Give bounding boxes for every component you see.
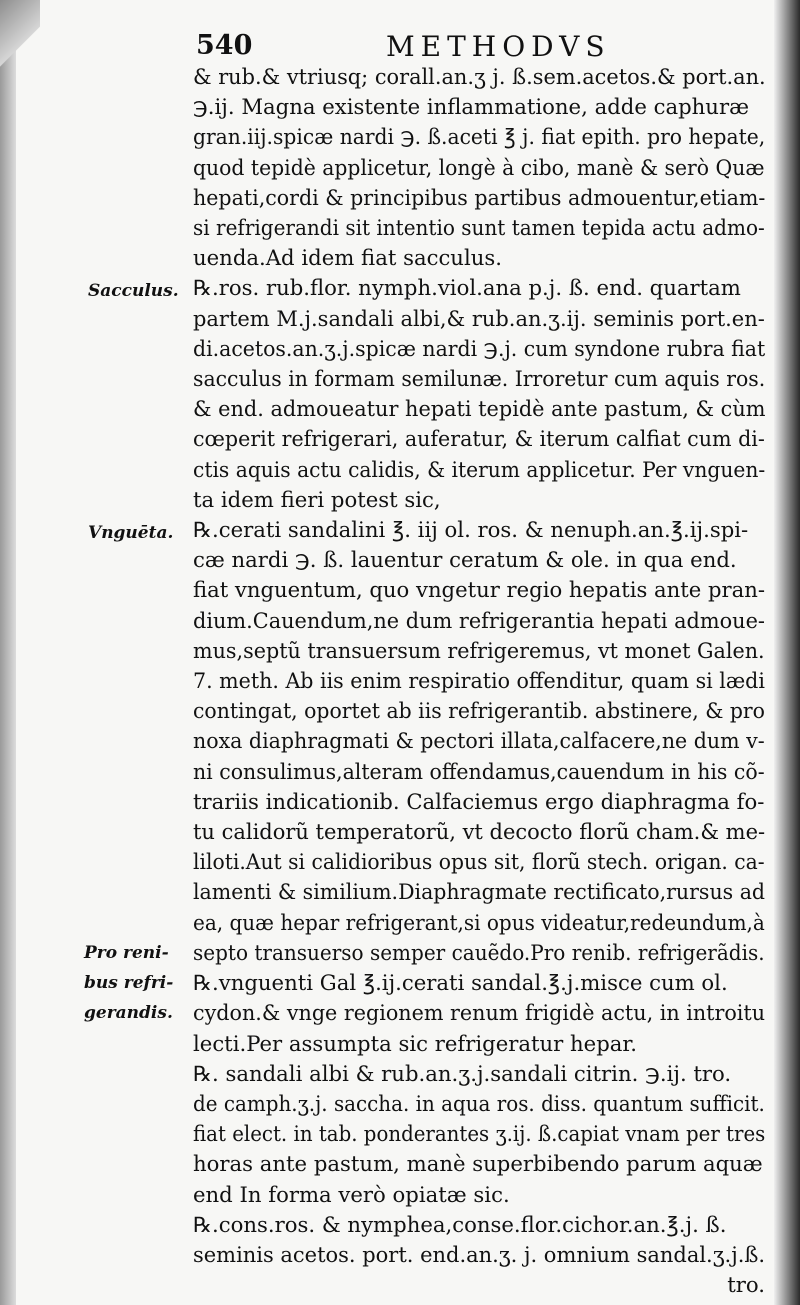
text-line: ℞.cons.ros. & nymphea,conse.flor.cichor.an.℥.j. ß.	[193, 1211, 727, 1237]
text-line: & end. admoueatur hepati tepidè ante pastum, & cùm	[193, 396, 766, 422]
text-line: ta idem fieri potest sic,	[193, 486, 441, 512]
text-line: ea, quæ hepar refrigerant,si opus videatur,redeundum,à	[193, 909, 765, 935]
text-line: tu calidorũ temperatorũ, vt decocto florũ cham.& me-	[193, 819, 766, 845]
text-line: cœperit refrigerari, auferatur, & iterum calfiat cum di-	[193, 426, 765, 452]
text-line: sacculus in formam semilunæ. Irroretur cum aquis ros.	[193, 366, 766, 392]
text-line: noxa diaphragmati & pectori illata,calfacere,ne dum v-	[193, 728, 765, 754]
text-line: di.acetos.an.ʒ.j.spicæ nardi ℈.j. cum syndone rubra fiat	[193, 335, 766, 361]
text-line: contingat, oportet ab iis refrigerantib. abstinere, & pro	[193, 698, 765, 724]
text-line: 7. meth. Ab iis enim respiratio offenditur, quam si lædi	[193, 668, 765, 694]
text-line: si refrigerandi sit intentio sunt tamen tepida actu admo-	[193, 215, 765, 241]
text-line: gran.iij.spicæ nardi ℈. ß.aceti ℥ j. fiat epith. pro hepate,	[193, 124, 766, 150]
text-line: uenda.Ad idem fiat sacculus.	[193, 245, 502, 271]
text-line: ℞.vnguenti Gal ℥.ij.cerati sandal.℥.j.misce cum ol.	[193, 970, 728, 996]
margin-note-unguenta: Vnguēta.	[88, 523, 174, 543]
text-line: dium.Cauendum,ne dum refrigerantia hepati admoue-	[193, 607, 765, 633]
text-line: seminis acetos. port. end.an.ʒ. j. omnium sandal.ʒ.j.ß.	[193, 1241, 766, 1267]
text-line: partem M.j.sandali albi,& rub.an.ʒ.ij. seminis port.en-	[193, 305, 765, 331]
margin-note-renibus	[84, 938, 173, 1028]
text-line: ctis aquis actu calidis, & iterum applicetur. Per vnguen-	[193, 456, 766, 482]
text-line: mus,septũ transuersum refrigeremus, vt monet Galen.	[193, 637, 765, 663]
text-line: trariis indicationib. Calfaciemus ergo diaphragma fo-	[193, 788, 765, 814]
text-line: & rub.& vtriusq; corall.an.ʒ j. ß.sem.acetos.& port.an.	[193, 64, 766, 89]
page-binding-shadow	[0, 0, 16, 1305]
page-number: 540	[196, 30, 253, 61]
text-line: cæ nardi ℈. ß. lauentur ceratum & ole. in qua end.	[193, 547, 737, 573]
margin-note-sacculus: Sacculus.	[88, 281, 179, 301]
text-line: de camph.ʒ.j. saccha. in aqua ros. diss. quantum sufficit.	[193, 1090, 765, 1116]
margin-note-line: Pro reni-	[84, 943, 169, 963]
margin-note-line: gerandis.	[84, 1003, 173, 1023]
page-corner-fold	[0, 0, 40, 80]
body-text	[193, 62, 773, 1300]
margin-note-line: bus refri-	[84, 973, 174, 993]
text-line: ℞. sandali albi & rub.an.ʒ.j.sandali citrin. ℈.ij. tro.	[193, 1060, 732, 1086]
text-line: fiat vnguentum, quo vngetur regio hepatis ante pran-	[193, 577, 766, 603]
text-line: ℞.cerati sandalini ℥. iij ol. ros. & nenuph.an.℥.ij.spi-	[193, 517, 749, 543]
page-header	[196, 26, 766, 66]
text-line: end In forma verò opiatæ sic.	[193, 1181, 510, 1207]
running-head: METHODVS	[386, 30, 611, 63]
text-line: ℈.ij. Magna existente inflammatione, adde caphuræ	[193, 94, 749, 120]
text-line: hepati,cordi & principibus partibus admouentur,etiam-	[193, 184, 766, 210]
page-edge-shadow	[774, 0, 800, 1305]
text-line: horas ante pastum, manè superbibendo parum aquæ	[193, 1151, 763, 1177]
text-line: septo transuerso semper cauẽdo.Pro renib. refrigerãdis.	[193, 939, 765, 965]
text-line: ni consulimus,alteram offendamus,cauendum in his cõ-	[193, 758, 765, 784]
text-line: lecti.Per assumpta sic refrigeratur hepar.	[193, 1030, 637, 1056]
text-line: fiat elect. in tab. ponderantes ʒ.ij. ß.capiat vnam per tres	[193, 1121, 766, 1147]
text-line: liloti.Aut si calidioribus opus sit, florũ stech. origan. ca-	[193, 849, 765, 875]
text-line: quod tepidè applicetur, longè à cibo, manè & serò Quæ	[193, 154, 765, 180]
text-line: ℞.ros. rub.flor. nymph.viol.ana p.j. ß. end. quartam	[193, 275, 741, 301]
catchword: tro.	[727, 1272, 765, 1298]
text-line: cydon.& vnge regionem renum frigidè actu, in introitu	[193, 1000, 766, 1026]
text-line: lamenti & similium.Diaphragmate rectificato,rursus ad	[193, 879, 766, 905]
